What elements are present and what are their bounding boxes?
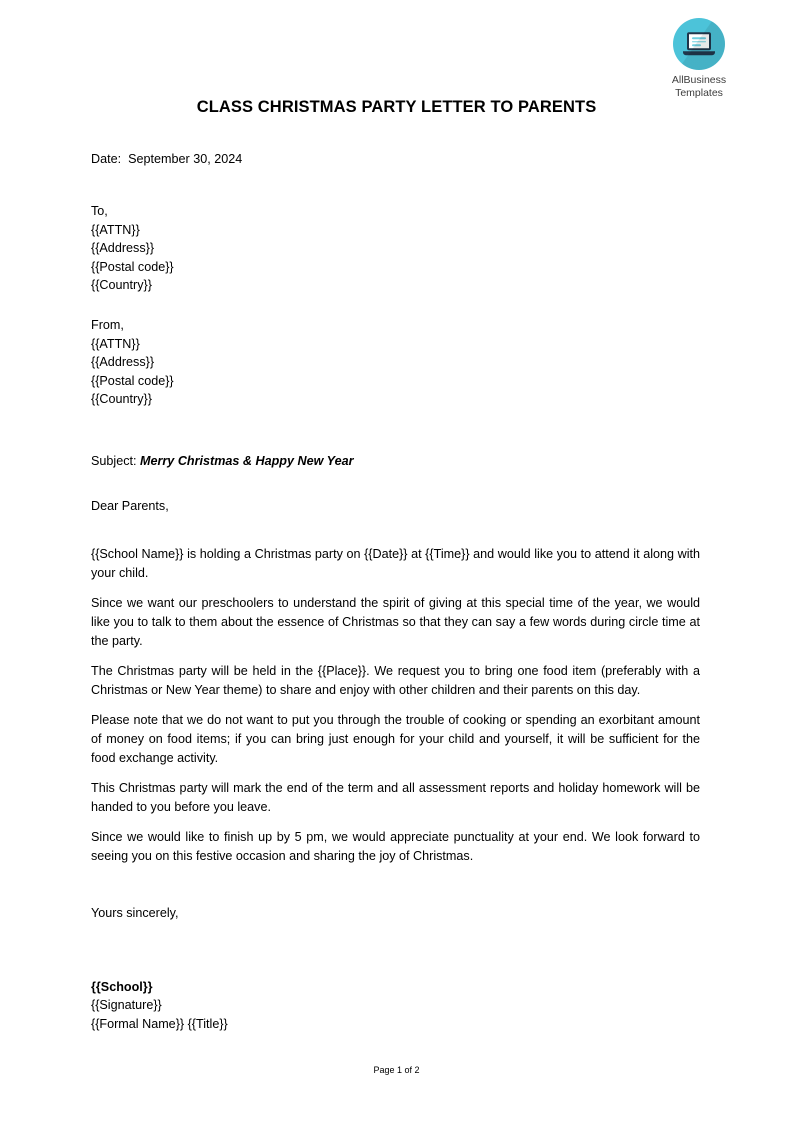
signature-name-title: {{Formal Name}} {{Title}} bbox=[91, 1016, 228, 1031]
body-paragraph-6: Since we would like to finish up by 5 pm, we would appreciate punctuality at your end. We look forward to seeing you on this festive occasion and sharing the joy of Christmas. bbox=[91, 830, 700, 863]
to-line-address: {{Address}} bbox=[91, 241, 155, 256]
to-heading: To, bbox=[91, 204, 108, 219]
spacer bbox=[91, 408, 700, 452]
allbusiness-templates-logo bbox=[647, 18, 751, 100]
body-paragraph-5: This Christmas party will mark the end of the term and all assessment reports and holiday homework will be handed to you before you leave. bbox=[91, 781, 700, 814]
body-paragraph-1: {{School Name}} is holding a Christmas party on {{Date}} at {{Time}} and would like you to attend it along with your child. bbox=[91, 547, 700, 580]
date-line: Date: September 30, 2024 bbox=[91, 152, 243, 166]
spacer bbox=[91, 922, 700, 978]
signature-placeholder: {{Signature}} bbox=[91, 998, 162, 1013]
spacer bbox=[91, 878, 700, 904]
to-line-postal-code: {{Postal code}} bbox=[91, 259, 174, 274]
logo-brand-line-2: Templates bbox=[675, 87, 723, 99]
page-number-label: Page 1 of 2 bbox=[373, 1065, 420, 1075]
logo-brand-line-1: AllBusiness bbox=[671, 74, 727, 86]
spacer bbox=[91, 515, 700, 545]
subject-label: Subject: bbox=[91, 454, 137, 469]
logo-shadow-overlay bbox=[673, 18, 725, 70]
body-paragraph-2: Since we want our preschoolers to understand the spirit of giving at this special time of the year, we would like you to talk to them about the essence of Christmas so that they can say a few words during circle time at the party. bbox=[91, 596, 700, 648]
from-line-address: {{Address}} bbox=[91, 355, 155, 370]
logo-brand-text bbox=[647, 74, 751, 100]
from-address-block bbox=[91, 316, 700, 408]
to-line-country: {{Country}} bbox=[91, 278, 152, 293]
subject-value: Merry Christmas & Happy New Year bbox=[140, 454, 354, 469]
from-line-country: {{Country}} bbox=[91, 392, 152, 407]
page-footer bbox=[0, 1065, 793, 1075]
body-paragraph-4: Please note that we do not want to put you through the trouble of cooking or spending an exorbitant amount of money on food items; if you can bring just enough for your child and yourself, it will be sufficient for the food exchange activity. bbox=[91, 713, 700, 765]
spacer bbox=[91, 168, 700, 202]
spacer bbox=[91, 294, 700, 316]
to-line-attn: {{ATTN}} bbox=[91, 222, 140, 237]
signature-school: {{School}} bbox=[91, 980, 153, 994]
page-title: CLASS CHRISTMAS PARTY LETTER TO PARENTS bbox=[196, 98, 597, 116]
letter-body bbox=[91, 150, 700, 1033]
from-line-postal-code: {{Postal code}} bbox=[91, 373, 174, 388]
body-paragraph-3: The Christmas party will be held in the {{Place}}. We request you to bring one food item (preferably with a Christmas or New Year theme) to share and enjoy with other children and their parents on this day. bbox=[91, 664, 700, 697]
salutation: Dear Parents, bbox=[91, 498, 169, 513]
logo-circle bbox=[673, 18, 725, 70]
signature-block bbox=[91, 978, 700, 1033]
subject-line bbox=[91, 452, 700, 470]
closing-line: Yours sincerely, bbox=[91, 905, 179, 920]
from-line-attn: {{ATTN}} bbox=[91, 336, 140, 351]
spacer bbox=[91, 471, 700, 497]
from-heading: From, bbox=[91, 318, 124, 333]
to-address-block bbox=[91, 202, 700, 294]
